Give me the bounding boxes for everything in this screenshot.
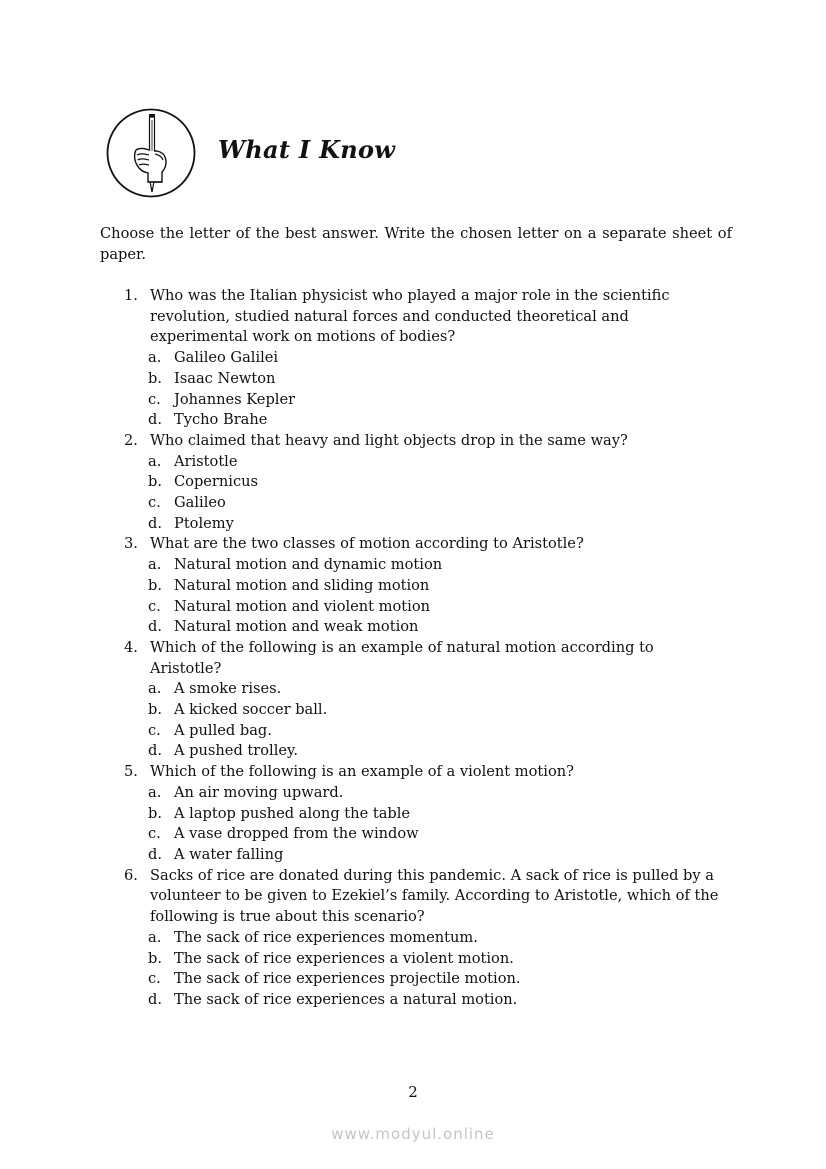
question-number: 4. xyxy=(124,638,138,656)
option-text: A pushed trolley. xyxy=(174,742,298,760)
question-item xyxy=(124,638,724,762)
option-text: Natural motion and violent motion xyxy=(174,597,431,615)
answer-option xyxy=(148,514,724,535)
question-list xyxy=(124,286,724,1011)
answer-option xyxy=(148,804,724,825)
option-letter: d. xyxy=(148,618,162,636)
question-text: Which of the following is an example of a violent motion? xyxy=(150,763,574,781)
option-text: A laptop pushed along the table xyxy=(174,804,411,822)
option-text: A vase dropped from the window xyxy=(174,825,419,843)
option-text: Aristotle xyxy=(174,452,238,470)
answer-option xyxy=(148,597,724,618)
answer-option xyxy=(148,348,724,369)
option-text: A pulled bag. xyxy=(174,721,272,739)
option-letter: a. xyxy=(148,452,162,470)
option-letter: d. xyxy=(148,990,162,1008)
option-letter: b. xyxy=(148,473,162,491)
watermark: www.modyul.online xyxy=(331,1125,495,1143)
question-text: Who claimed that heavy and light objects drop in the same way? xyxy=(150,431,628,449)
option-text: The sack of rice experiences momentum. xyxy=(174,928,478,946)
option-text: A water falling xyxy=(174,845,284,863)
question-item xyxy=(124,762,724,866)
question-text: What are the two classes of motion according to Aristotle? xyxy=(150,535,584,553)
answer-option xyxy=(148,555,724,576)
answer-option xyxy=(148,990,724,1011)
option-letter: b. xyxy=(148,576,162,594)
option-letter: c. xyxy=(148,494,161,512)
option-text: The sack of rice experiences a natural motion. xyxy=(174,990,518,1008)
option-text: A kicked soccer ball. xyxy=(174,701,328,719)
option-letter: b. xyxy=(148,949,162,967)
question-number: 3. xyxy=(124,535,138,553)
option-letter: d. xyxy=(148,845,162,863)
answer-option xyxy=(148,390,724,411)
question-item xyxy=(124,286,724,431)
option-text: Johannes Kepler xyxy=(174,390,296,408)
answer-option xyxy=(148,679,724,700)
question-item xyxy=(124,534,724,638)
option-letter: b. xyxy=(148,701,162,719)
question-item xyxy=(124,866,724,1011)
answer-option xyxy=(148,824,724,845)
option-letter: c. xyxy=(148,825,161,843)
option-text: Ptolemy xyxy=(174,514,234,532)
answer-option xyxy=(148,410,724,431)
answer-option xyxy=(148,845,724,866)
option-text: The sack of rice experiences a violent motion. xyxy=(174,949,514,967)
question-number: 2. xyxy=(124,431,138,449)
answer-option xyxy=(148,369,724,390)
answer-option xyxy=(148,783,724,804)
option-letter: b. xyxy=(148,369,162,387)
option-letter: a. xyxy=(148,928,162,946)
option-text: Natural motion and weak motion xyxy=(174,618,419,636)
option-letter: a. xyxy=(148,349,162,367)
answer-option xyxy=(148,741,724,762)
option-letter: a. xyxy=(148,680,162,698)
option-letter: c. xyxy=(148,390,161,408)
question-number: 1. xyxy=(124,287,138,304)
instructions: Choose the letter of the best answer. Write the chosen letter on a separate sheet of paper. xyxy=(100,225,732,263)
hand-holding-pencil-icon xyxy=(106,108,196,198)
answer-option xyxy=(148,721,724,742)
option-text: Tycho Brahe xyxy=(174,411,268,429)
question-text: Sacks of rice are donated during this pandemic. A sack of rice is pulled by a volunteer to be given to Ezekiel’s family. According to Aristotle, which of the following is true about this scenario? xyxy=(150,866,719,926)
option-letter: c. xyxy=(148,597,161,615)
option-text: Natural motion and sliding motion xyxy=(174,576,430,594)
option-letter: a. xyxy=(148,556,162,574)
page-number: 2 xyxy=(408,1083,418,1101)
option-text: Galileo xyxy=(174,494,226,512)
answer-option xyxy=(148,949,724,970)
option-text: A smoke rises. xyxy=(174,680,282,698)
option-letter: a. xyxy=(148,783,162,801)
option-letter: c. xyxy=(148,721,161,739)
answer-option xyxy=(148,928,724,949)
page-title: What I Know xyxy=(218,135,396,164)
option-text: Natural motion and dynamic motion xyxy=(174,556,443,574)
option-text: Galileo Galilei xyxy=(174,349,279,367)
option-text: Copernicus xyxy=(174,473,259,491)
question-number: 6. xyxy=(124,866,138,884)
option-text: An air moving upward. xyxy=(174,783,344,801)
answer-option xyxy=(148,969,724,990)
answer-option xyxy=(148,472,724,493)
answer-option xyxy=(148,452,724,473)
answer-option xyxy=(148,576,724,597)
option-letter: b. xyxy=(148,804,162,822)
option-letter: d. xyxy=(148,514,162,532)
option-letter: d. xyxy=(148,742,162,760)
question-text: Which of the following is an example of natural motion according to Aristotle? xyxy=(150,638,654,677)
question-text: Who was the Italian physicist who played a major role in the scientific revolution, studied natural forces and conducted theoretical and experimental work on motions of bodies? xyxy=(150,287,670,346)
answer-option xyxy=(148,700,724,721)
option-text: The sack of rice experiences projectile motion. xyxy=(174,970,521,988)
question-number: 5. xyxy=(124,763,138,781)
question-item xyxy=(124,431,724,535)
answer-option xyxy=(148,617,724,638)
option-letter: d. xyxy=(148,411,162,429)
option-letter: c. xyxy=(148,970,161,988)
answer-option xyxy=(148,493,724,514)
option-text: Isaac Newton xyxy=(174,369,276,387)
